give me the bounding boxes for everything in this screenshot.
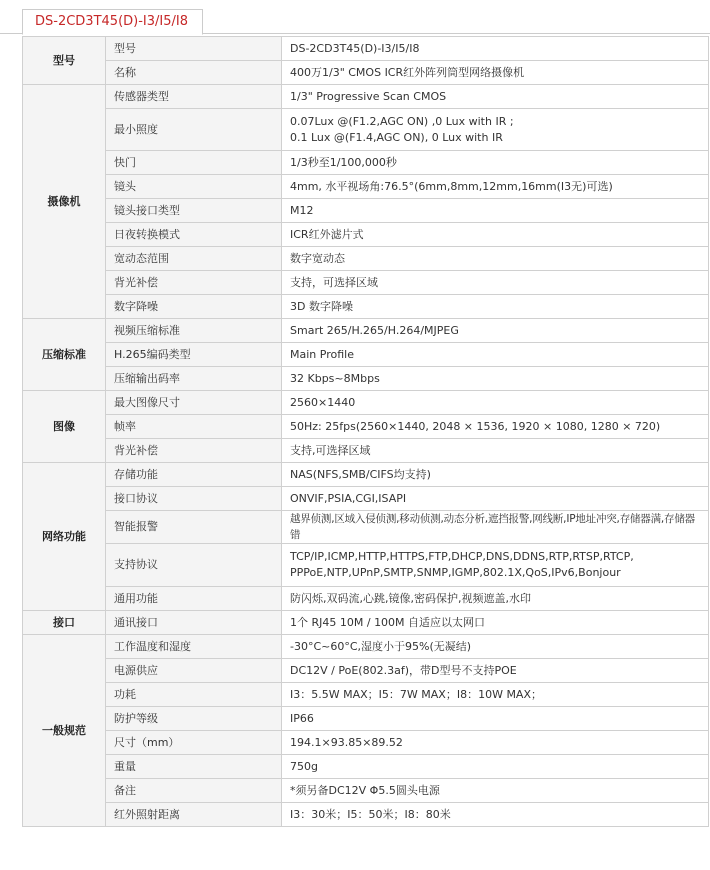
value-line: PPPoE,NTP,UPnP,SMTP,SNMP,IGMP,802.1X,QoS,IPv6,Bonjour bbox=[290, 566, 621, 579]
param-label: 最小照度 bbox=[106, 109, 282, 151]
param-value: I3：30米；I5：50米；I8：80米 bbox=[282, 803, 709, 827]
table-row bbox=[23, 151, 709, 175]
table-row bbox=[23, 587, 709, 611]
param-label: 存储功能 bbox=[106, 463, 282, 487]
table-row bbox=[23, 37, 709, 61]
param-label: 帧率 bbox=[106, 415, 282, 439]
table-row bbox=[23, 343, 709, 367]
param-value: DC12V / PoE(802.3af)，带D型号不支持POE bbox=[282, 659, 709, 683]
param-value bbox=[282, 109, 709, 151]
param-label: 重量 bbox=[106, 755, 282, 779]
param-label: 通讯接口 bbox=[106, 611, 282, 635]
table-row bbox=[23, 391, 709, 415]
param-label: 防护等级 bbox=[106, 707, 282, 731]
param-label: 日夜转换模式 bbox=[106, 223, 282, 247]
param-value: I3：5.5W MAX；I5：7W MAX；I8：10W MAX； bbox=[282, 683, 709, 707]
param-value: M12 bbox=[282, 199, 709, 223]
param-label: 智能报警 bbox=[106, 511, 282, 544]
param-label: 最大图像尺寸 bbox=[106, 391, 282, 415]
param-value: *须另备DC12V Φ5.5圆头电源 bbox=[282, 779, 709, 803]
table-row bbox=[23, 779, 709, 803]
param-value: NAS(NFS,SMB/CIFS均支持) bbox=[282, 463, 709, 487]
param-value: 750g bbox=[282, 755, 709, 779]
param-label: 背光补偿 bbox=[106, 439, 282, 463]
category-cell: 摄像机 bbox=[23, 85, 106, 319]
spec-table bbox=[22, 36, 709, 827]
param-label: 红外照射距离 bbox=[106, 803, 282, 827]
table-row bbox=[23, 199, 709, 223]
param-value: 支持,可选择区域 bbox=[282, 439, 709, 463]
table-row bbox=[23, 271, 709, 295]
param-value: 194.1×93.85×89.52 bbox=[282, 731, 709, 755]
table-row bbox=[23, 659, 709, 683]
param-value: 4mm, 水平视场角:76.5°(6mm,8mm,12mm,16mm(I3无)可选) bbox=[282, 175, 709, 199]
table-row bbox=[23, 544, 709, 587]
param-value: 越界侦测,区域入侵侦测,移动侦测,动态分析,遮挡报警,网线断,IP地址冲突,存储器满,存储器错 bbox=[282, 511, 709, 544]
category-cell: 接口 bbox=[23, 611, 106, 635]
category-cell: 一般规范 bbox=[23, 635, 106, 827]
param-label: 工作温度和湿度 bbox=[106, 635, 282, 659]
value-line: 0.07Lux @(F1.2,AGC ON) ,0 Lux with IR ; bbox=[290, 114, 514, 128]
param-label: 型号 bbox=[106, 37, 282, 61]
param-label: 尺寸（mm） bbox=[106, 731, 282, 755]
param-value: 1个 RJ45 10M / 100M 自适应以太网口 bbox=[282, 611, 709, 635]
param-label: 传感器类型 bbox=[106, 85, 282, 109]
value-line: 0.1 Lux @(F1.4,AGC ON), 0 Lux with IR bbox=[290, 130, 503, 144]
table-row bbox=[23, 487, 709, 511]
table-row bbox=[23, 295, 709, 319]
table-row bbox=[23, 175, 709, 199]
param-value: IP66 bbox=[282, 707, 709, 731]
table-row bbox=[23, 463, 709, 487]
model-tab[interactable]: DS-2CD3T45(D)-I3/I5/I8 bbox=[22, 9, 203, 35]
table-row bbox=[23, 731, 709, 755]
param-value: Smart 265/H.265/H.264/MJPEG bbox=[282, 319, 709, 343]
param-value: 400万1/3" CMOS ICR红外阵列筒型网络摄像机 bbox=[282, 61, 709, 85]
param-label: 视频压缩标准 bbox=[106, 319, 282, 343]
category-cell: 图像 bbox=[23, 391, 106, 463]
param-value: Main Profile bbox=[282, 343, 709, 367]
param-label: 通用功能 bbox=[106, 587, 282, 611]
param-label: 快门 bbox=[106, 151, 282, 175]
table-row bbox=[23, 439, 709, 463]
param-value: 防闪烁,双码流,心跳,镜像,密码保护,视频遮盖,水印 bbox=[282, 587, 709, 611]
table-row bbox=[23, 247, 709, 271]
param-label: 镜头接口类型 bbox=[106, 199, 282, 223]
param-label: H.265编码类型 bbox=[106, 343, 282, 367]
table-row bbox=[23, 223, 709, 247]
param-value: 1/3" Progressive Scan CMOS bbox=[282, 85, 709, 109]
table-row bbox=[23, 511, 709, 544]
param-value bbox=[282, 544, 709, 587]
table-row bbox=[23, 755, 709, 779]
param-value: DS-2CD3T45(D)-I3/I5/I8 bbox=[282, 37, 709, 61]
param-value: 32 Kbps~8Mbps bbox=[282, 367, 709, 391]
table-row bbox=[23, 367, 709, 391]
table-row bbox=[23, 109, 709, 151]
param-label: 数字降噪 bbox=[106, 295, 282, 319]
table-row bbox=[23, 707, 709, 731]
param-label: 名称 bbox=[106, 61, 282, 85]
param-value: 支持，可选择区域 bbox=[282, 271, 709, 295]
param-value: 3D 数字降噪 bbox=[282, 295, 709, 319]
param-value: ICR红外滤片式 bbox=[282, 223, 709, 247]
param-label: 支持协议 bbox=[106, 544, 282, 587]
param-value: 数字宽动态 bbox=[282, 247, 709, 271]
table-row bbox=[23, 415, 709, 439]
table-row bbox=[23, 61, 709, 85]
param-value: 1/3秒至1/100,000秒 bbox=[282, 151, 709, 175]
param-label: 备注 bbox=[106, 779, 282, 803]
table-row bbox=[23, 85, 709, 109]
param-label: 镜头 bbox=[106, 175, 282, 199]
param-value: ONVIF,PSIA,CGI,ISAPI bbox=[282, 487, 709, 511]
param-label: 宽动态范围 bbox=[106, 247, 282, 271]
param-label: 功耗 bbox=[106, 683, 282, 707]
param-value: 50Hz: 25fps(2560×1440, 2048 × 1536, 1920 × 1080, 1280 × 720) bbox=[282, 415, 709, 439]
table-row bbox=[23, 803, 709, 827]
param-label: 电源供应 bbox=[106, 659, 282, 683]
table-row bbox=[23, 635, 709, 659]
param-label: 压缩输出码率 bbox=[106, 367, 282, 391]
table-row bbox=[23, 611, 709, 635]
table-row bbox=[23, 683, 709, 707]
param-value: -30°C~60°C,湿度小于95%(无凝结) bbox=[282, 635, 709, 659]
param-value: 2560×1440 bbox=[282, 391, 709, 415]
param-label: 背光补偿 bbox=[106, 271, 282, 295]
table-row bbox=[23, 319, 709, 343]
category-cell: 压缩标准 bbox=[23, 319, 106, 391]
param-label: 接口协议 bbox=[106, 487, 282, 511]
category-cell: 网络功能 bbox=[23, 463, 106, 611]
category-cell: 型号 bbox=[23, 37, 106, 85]
value-line: TCP/IP,ICMP,HTTP,HTTPS,FTP,DHCP,DNS,DDNS,RTP,RTSP,RTCP, bbox=[290, 550, 634, 563]
